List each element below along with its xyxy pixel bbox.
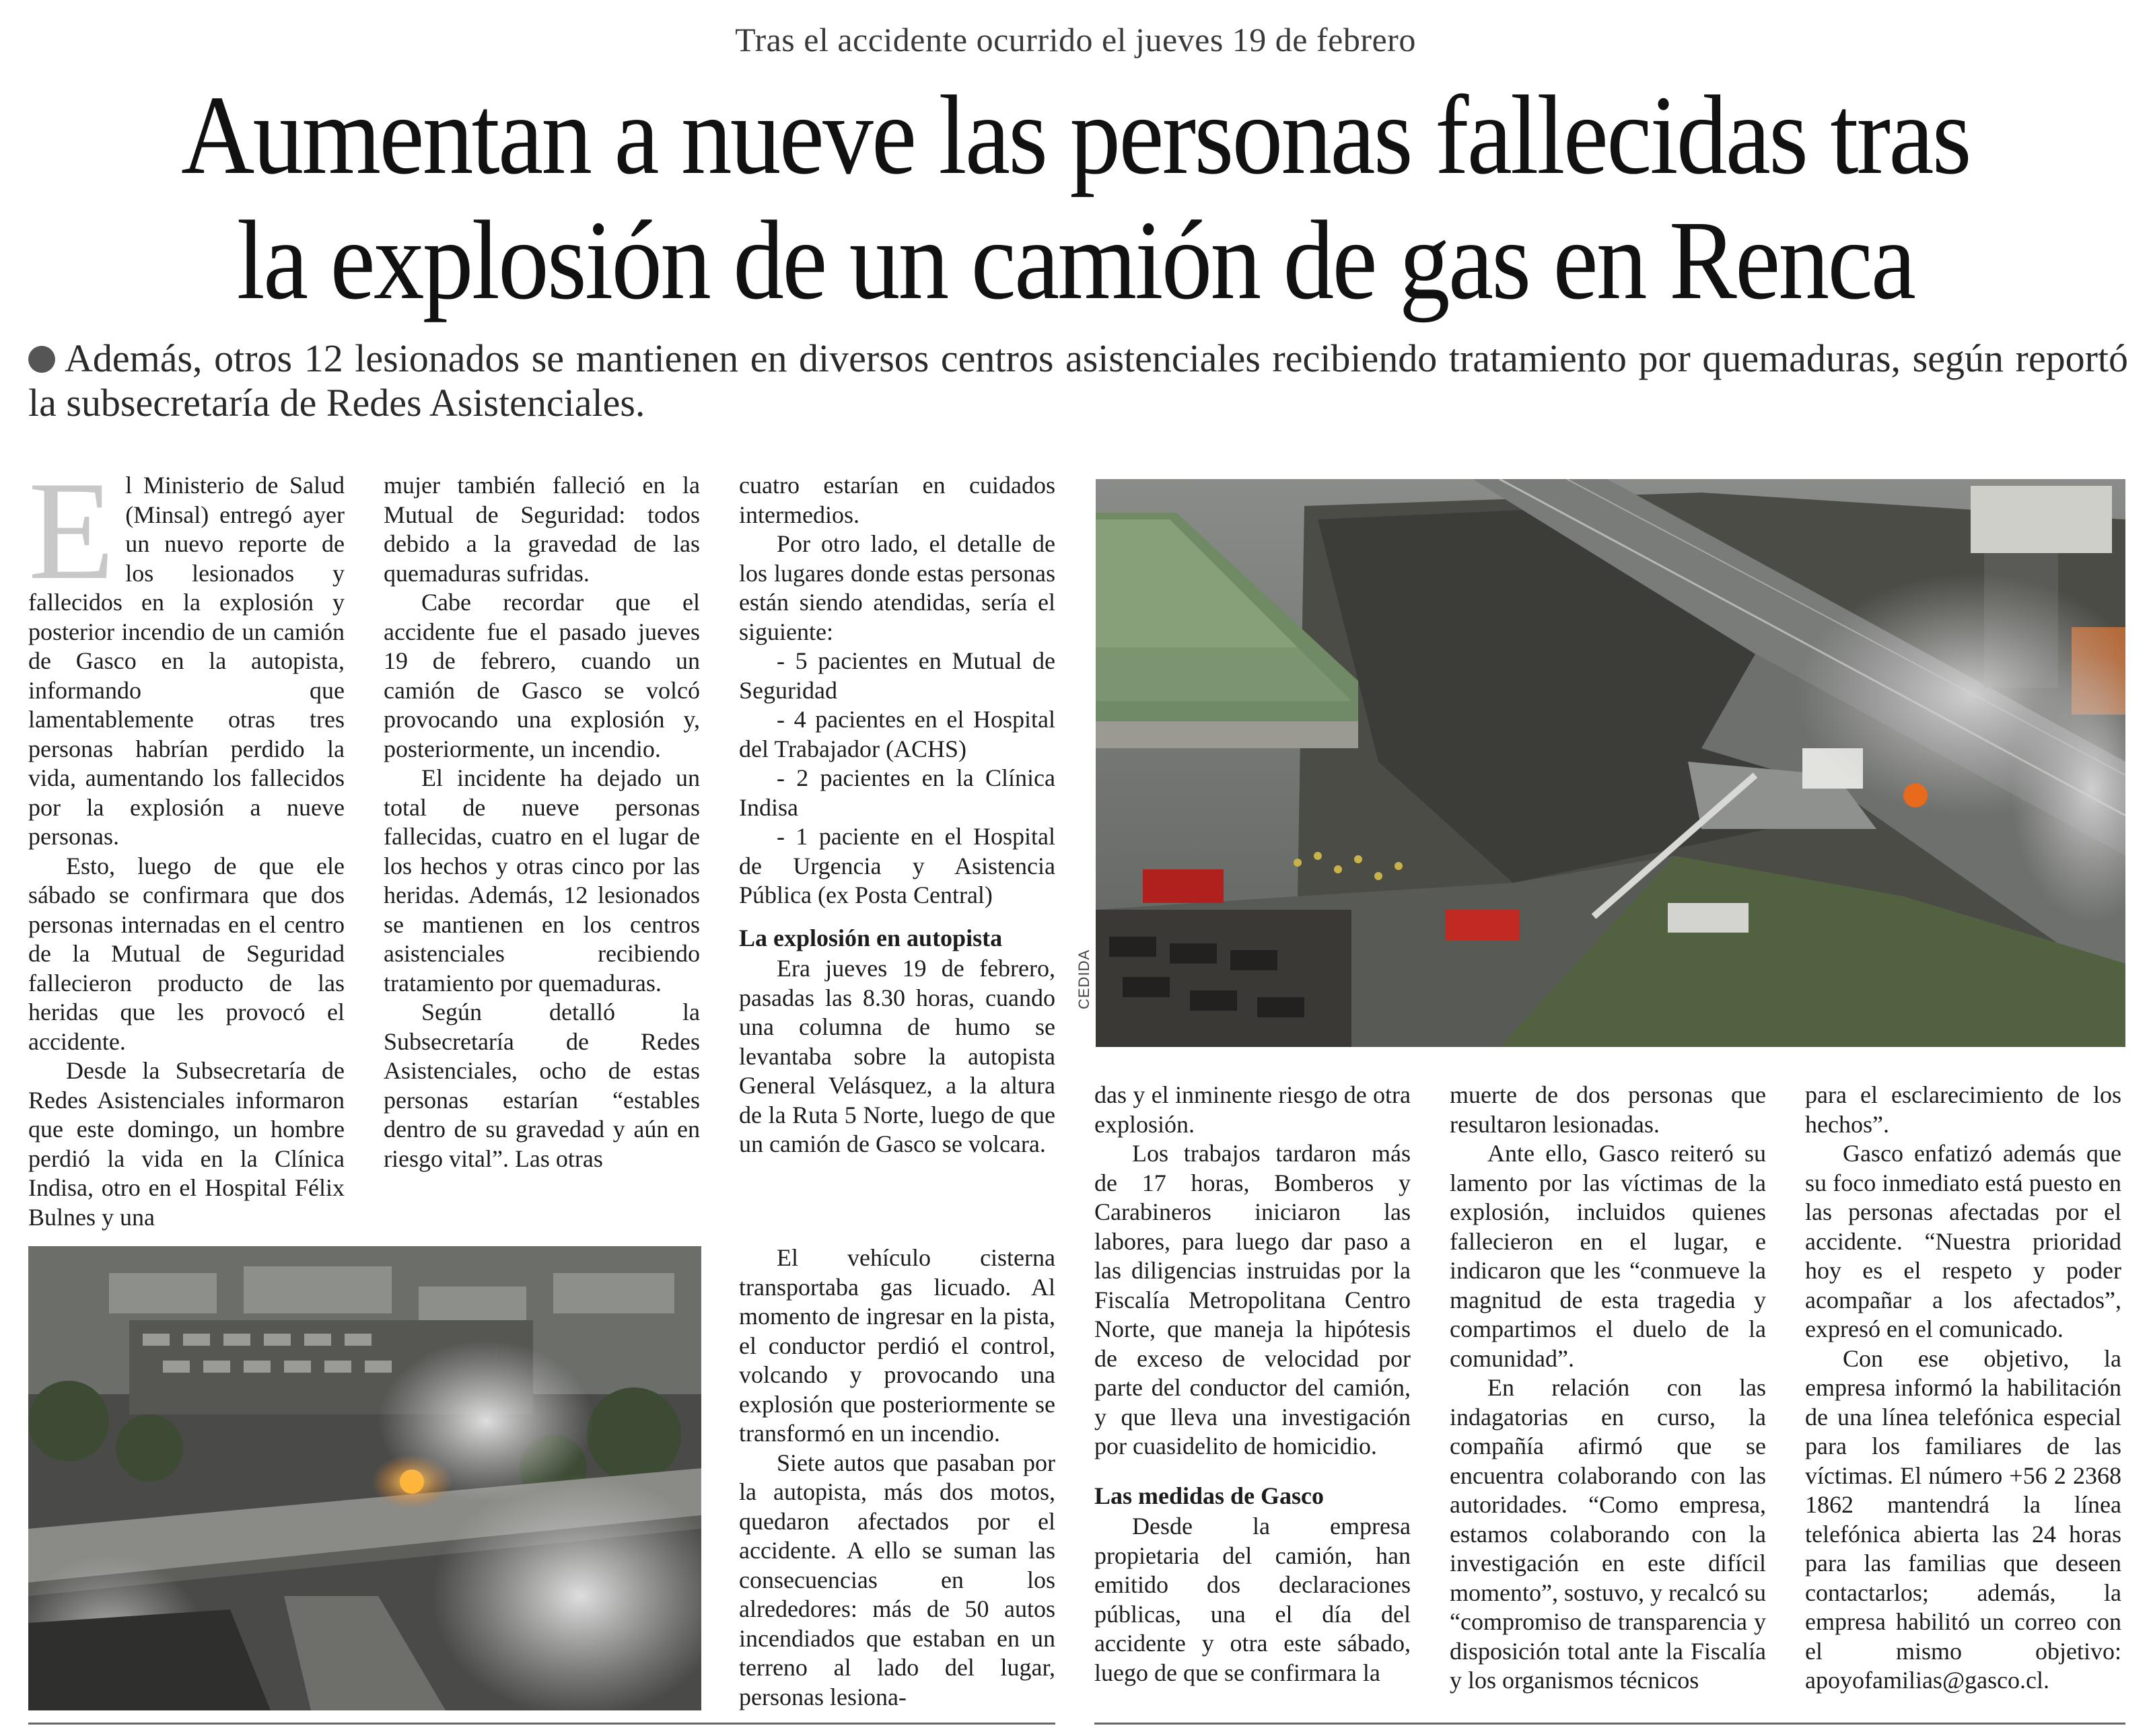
article-column-4 [1094,1081,1411,1688]
paragraph: Los trabajos tardaron más de 17 horas, Bomberos y Carabineros iniciaron las labores, para luego dar paso a las diligencias instruidas por la Fiscalía Metropolitana Centro Norte, que maneja la hipótesis de exceso de velocidad por parte del conductor del camión, y que lleva una investigación por cuasidelito de homicidio. [1094,1140,1411,1459]
list-item: - 2 pacientes en la Clínica Indisa [739,764,1055,821]
paragraph: para el esclarecimiento de los hechos”. [1805,1081,2121,1138]
article-column-3-continued [739,1243,1055,1712]
paragraph: Por otro lado, el detalle de los lugares donde estas personas están siendo atendidas, sería el siguiente: [739,530,1055,645]
paragraph: El vehículo cisterna transportaba gas licuado. Al momento de ingresar en la pista, el conductor perdió el control, volcando y provocando una explosión que posteriormente se transformó en un incendio. [739,1244,1055,1447]
paragraph: das y el inminente riesgo de otra explosión. [1094,1081,1411,1138]
photo-fire-bridge [28,1246,701,1710]
paragraph: Era jueves 19 de febrero, pasadas las 8.30 horas, cuando una columna de humo se levantaba sobre la autopista General Velásquez, a la altura de la Ruta 5 Norte, luego de que un camión de Gasco se volcara. [739,955,1055,1157]
article-column-2 [384,471,700,1173]
kicker: Tras el accidente ocurrido el jueves 19 de febrero [735,21,1416,59]
deck [28,336,2128,425]
paragraph: cuatro estarían en cuidados intermedios. [739,472,1055,528]
headline-line-1: Aumentan a nueve las personas fallecidas tras [181,73,1970,198]
deck-text: Además, otros 12 lesionados se mantienen en diversos centros asistenciales recibiendo tratamiento por quemaduras, según reportó la subsecretaría de Redes Asistenciales. [28,336,2128,425]
paragraph: Cabe recordar que el accidente fue el pasado jueves 19 de febrero, cuando un camión de Gasco se volcó provocando una explosión y, posteriormente, un incendio. [384,589,700,762]
article-column-6 [1805,1081,2121,1696]
paragraph: Desde la Subsecretaría de Redes Asistenciales informaron que este domingo, un hombre perdió la vida en la Clínica Indisa, otro en el Hospital Félix Bulnes y una [28,1057,345,1231]
subhead: La explosión en autopista [739,924,1003,951]
list-item: - 4 pacientes en el Hospital del Trabajador (ACHS) [739,706,1055,762]
article-column-3 [739,471,1055,1159]
paragraph: mujer también falleció en la Mutual de Seguridad: todos debido a la gravedad de las quemaduras sufridas. [384,472,700,587]
paragraph: El Ministerio de Salud (Minsal) entregó ayer un nuevo reporte de los lesionados y fallecidos en la explosión y posterior incendio de un camión de Gasco en la autopista, informando que lamentablemente otras tres personas habrían perdido la vida, aumentando los fallecidos por la explosión a nueve personas. [28,453,345,850]
paragraph: Ante ello, Gasco reiteró su lamento por las víctimas de la explosión, incluidos quienes fallecieron en el lugar, e indicaron que les “conmueve la magnitud de esta tragedia y compartimos el duelo de la comunidad”. [1450,1140,1766,1372]
paragraph: Desde la empresa propietaria del camión, han emitido dos declaraciones públicas, una el día del accidente y otra este sábado, luego de que se confirmara la [1094,1513,1411,1686]
list-item: - 1 paciente en el Hospital de Urgencia y Asistencia Pública (ex Posta Central) [739,823,1055,908]
drop-cap: E [28,453,115,609]
headline [126,73,2025,323]
photo-aerial-highway-image [1096,479,2125,1047]
headline-line-2: la explosión de un camión de gas en Renca [236,198,1915,323]
paragraph: En relación con las indagatorias en curso, la compañía afirmó que se encuentra colaborando con las autoridades. “Como empresa, estamos colaborando con la investigación en este difícil momento”, sostuvo, y recalcó su “compromiso de transparencia y disposición total ante la Fiscalía y los organismos técnicos [1450,1374,1766,1694]
paragraph: Gasco enfatizó además que su foco inmediato está puesto en las personas afectadas por el accidente. “Nuestra prioridad hoy es el respeto y poder acompañar a los afectados”, expresó en el comunicado. [1805,1140,2121,1342]
bullet-icon [28,346,55,373]
bottom-rule [1094,1723,2125,1725]
subhead: Las medidas de Gasco [1094,1482,1325,1509]
paragraph: Siete autos que pasaban por la autopista, más dos motos, quedaron afectados por el accidente. A ello se suman las consecuencias en los alrededores: más de 50 autos incendiados que estaban en un terreno al lado del lugar, personas lesiona- [739,1449,1055,1710]
article-column-5 [1450,1081,1766,1696]
bottom-rule [28,1723,1055,1725]
paragraph: Esto, luego de que ele sábado se confirmara que dos personas internadas en el centro de la Mutual de Seguridad fallecieron producto de las heridas que les provocó el accidente. [28,852,345,1055]
paragraph: muerte de dos personas que resultaron lesionadas. [1450,1081,1766,1138]
photo-aerial-highway [1096,479,2125,1047]
paragraph: Con ese objetivo, la empresa informó la habilitación de una línea telefónica especial para los familiares de las víctimas. El número +56 2 2368 1862 mantendrá la línea telefónica abierta las 24 horas para las familias que deseen contactarlos; además, la empresa habilitó un correo con el mismo objetivo: apoyofamilias@gasco.cl. [1805,1344,2121,1694]
paragraph: El incidente ha dejado un total de nueve personas fallecidas, cuatro en el lugar de los hechos y otras cinco por las heridas. Además, 12 lesionados se mantienen en los centros asistenciales recibiendo tratamiento por quemaduras. [384,764,700,997]
photo-credit: CEDIDA [1076,949,1092,1009]
paragraph: Según detalló la Subsecretaría de Redes Asistenciales, ocho de estas personas estarían “estables dentro de su gravedad y aún en riesgo vital”. Las otras [384,999,700,1172]
list-item: - 5 pacientes en Mutual de Seguridad [739,647,1055,704]
photo-fire-bridge-image [28,1246,701,1710]
article-column-1 [28,453,345,1232]
